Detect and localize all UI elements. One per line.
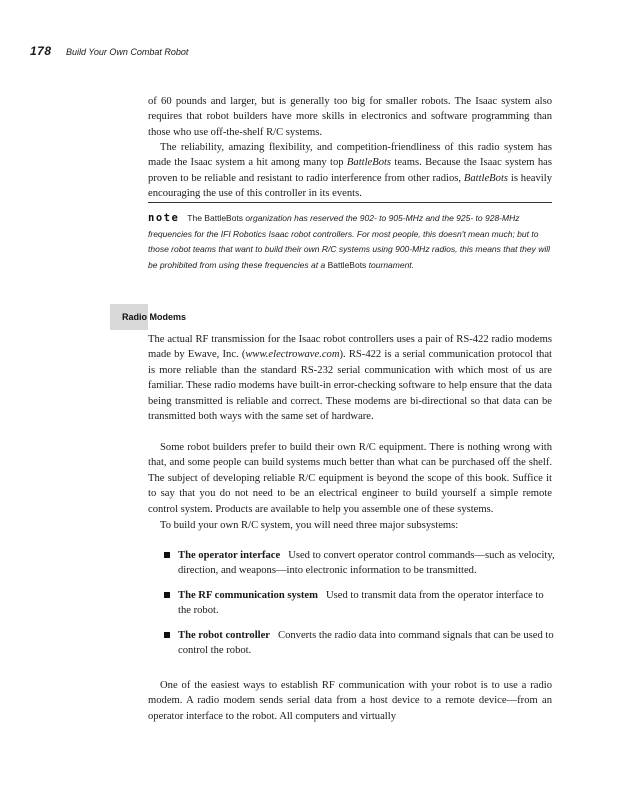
paragraph-reliability-text-3: is heavily encouraging the use of this controller in its events. [148, 172, 552, 200]
section-heading: Radio Modems [122, 312, 187, 322]
paragraph-reliability-text-2: teams. Because the Isaac system has proven to be reliable and resistant to radio interference from other radios, [148, 157, 552, 184]
square-bullet-icon [164, 552, 170, 558]
note-end: tournament. [366, 259, 415, 270]
page-number: 178 [30, 44, 52, 58]
bullet-text: Used to convert operator control commands—such as velocity, direction, and weapons—into electronic information to be transmitted. [178, 550, 555, 577]
square-bullet-icon [164, 592, 170, 598]
battlebots-italic-2: BattleBots [463, 172, 509, 184]
bullet-text: Converts the radio data into command signals that can be used to control the robot. [178, 629, 554, 657]
note-text [148, 211, 552, 273]
ewave-url: www.electrowave.com [245, 349, 340, 361]
note-box [148, 202, 552, 273]
paragraph-rf-text-1: The actual RF transmission for the Isaac robot controllers uses a pair of RS-422 radio modems made by Ewave, Inc. ( [148, 334, 552, 361]
battlebots-italic-1: BattleBots [346, 157, 392, 169]
paragraph-build-own: Some robot builders prefer to build their own R/C equipment. There is nothing wrong with that, and some people can build systems much better than what can be purchased off the shelf. The subject of developing reliable R/C equipment is beyond the scope of this book. Suffice it to say that you do not need to be an electrical engineer to build yourself a simple remote control system. Products are available to help you assemble one of these systems. [148, 442, 552, 515]
paragraph-reliability-text-1: The reliability, amazing flexibility, and competition-friendliness of this radio system has made the Isaac system a hit among many top [148, 142, 552, 169]
paragraph-reliability [148, 140, 552, 202]
list-item [164, 588, 556, 619]
subsystem-list [164, 548, 556, 667]
bullet-term: The robot controller [178, 629, 270, 641]
paragraph-subsystems-intro: To build your own R/C system, you will need three major subsystems: [160, 520, 459, 531]
bullet-term: The RF communication system [178, 589, 318, 601]
bullet-text: Used to transmit data from the operator interface to the robot. [178, 589, 544, 617]
note-battlebots-1: The BattleBots [187, 213, 244, 223]
paragraph-radio-modem: One of the easiest ways to establish RF communication with your robot is to use a radio modem. A radio modem sends serial data from a host device to a remote device—from an operator interface to the robot. All computers and virtually [148, 680, 552, 722]
paragraph-rf-transmission [148, 332, 552, 424]
square-bullet-icon [164, 632, 170, 638]
note-label: note [148, 212, 180, 224]
note-battlebots-2: BattleBots [327, 259, 367, 270]
page-header [30, 42, 188, 60]
running-title: Build Your Own Combat Robot [65, 47, 189, 57]
bullet-term: The operator interface [178, 550, 281, 561]
note-top-rule [148, 202, 552, 203]
paragraph-rf-text-2: ). RS-422 is a serial communication protocol that is more reliable than the standard RS-232 serial communication with which most of us are familiar. These radio modems have built-in error-checking software to help ensure that the data being transmitted is reliable and correct. These modems are bi-directional so that data can be transmitted both ways with the same set of hardware. [148, 349, 552, 423]
paragraph-continued: of 60 pounds and larger, but is generally too big for smaller robots. The Isaac system also requires that robot builders have more skills in electronics and software programming than those who use off-the-shelf R/C systems. [148, 96, 552, 138]
list-item [164, 628, 556, 659]
note-body: organization has reserved the 902- to 905-MHz and the 925- to 928-MHz frequencies for the IFI Robotics Isaac robot controllers. For most people, this doesn't mean much; but to those robot teams that want to build their own R/C systems using 900-MHz radios, this means that they will be prohibited from using these frequencies at a [148, 213, 551, 270]
list-item [164, 548, 556, 579]
